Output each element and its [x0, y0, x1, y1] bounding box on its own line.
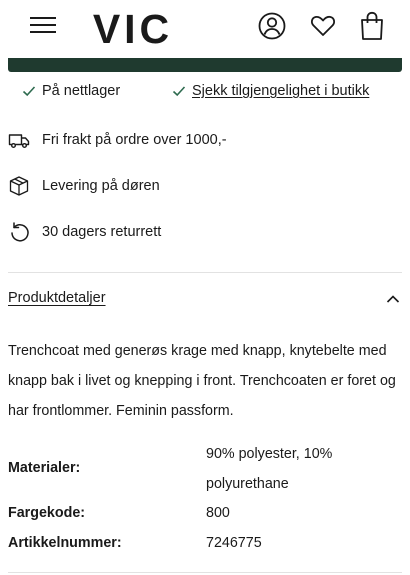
account-icon[interactable] — [257, 10, 287, 42]
benefit-label: Fri frakt på ordre over 1000,- — [42, 132, 227, 148]
vic-logo[interactable] — [84, 4, 182, 50]
add-to-cart-button[interactable] — [8, 58, 402, 72]
check-icon — [172, 84, 186, 98]
store-availability-link[interactable] — [172, 80, 369, 102]
site-header — [0, 0, 410, 58]
spec-label-article-number: Artikkelnummer: — [8, 535, 122, 551]
svg-text:VIC: VIC — [92, 6, 174, 50]
stock-status — [0, 80, 410, 102]
product-description: Trenchcoat med generøs krage med knapp, knytebelte med knapp bak i livet og knepping i front. Trenchcoaten er foret og har frontlommer. Feminin passform. — [8, 343, 396, 419]
package-icon — [8, 175, 30, 197]
spec-value-article-number: 7246775 — [206, 535, 262, 551]
benefit-label: 30 dagers returrett — [42, 224, 162, 240]
heart-icon[interactable] — [308, 10, 338, 42]
product-details-toggle[interactable] — [8, 288, 402, 312]
spec-label-materials: Materialer: — [8, 460, 81, 476]
benefit-delivery — [8, 173, 160, 199]
spec-label-color-code: Fargekode: — [8, 505, 86, 521]
store-availability-label[interactable]: Sjekk tilgjengelighet i butikk — [192, 83, 370, 99]
benefit-returns — [8, 219, 161, 245]
return-arrow-icon — [8, 221, 30, 243]
benefit-free-shipping — [8, 127, 227, 153]
check-icon — [22, 84, 36, 98]
chevron-up-icon[interactable] — [386, 292, 400, 306]
shopping-bag-icon[interactable] — [357, 10, 387, 42]
section-divider — [8, 572, 402, 573]
benefit-label: Levering på døren — [42, 178, 160, 194]
section-divider — [8, 272, 402, 273]
online-stock-label: På nettlager — [42, 83, 121, 99]
spec-value-materials: 90% polyester, 10% polyurethane — [206, 446, 333, 492]
menu-icon[interactable] — [30, 14, 56, 36]
spec-value-color-code: 800 — [206, 505, 230, 521]
online-stock-status — [22, 80, 120, 102]
product-details-title[interactable]: Produktdetaljer — [8, 290, 106, 306]
truck-icon — [8, 129, 30, 151]
